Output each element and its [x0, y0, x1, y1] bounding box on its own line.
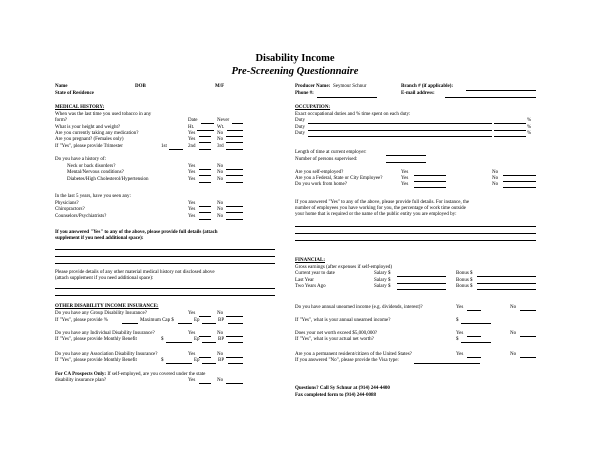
salary-field[interactable] [397, 276, 446, 277]
no-label: No [510, 305, 517, 310]
individual-di-yes-field[interactable] [199, 336, 211, 337]
supervised-label: Number of persons supervised: [295, 157, 358, 162]
self-employed-no-field[interactable] [503, 175, 536, 176]
home-no-field[interactable] [503, 187, 536, 188]
trimester-question: If "Yes", please provide Trimester [55, 144, 123, 149]
ca-prospects-question-cont: disability insurance plan? [55, 378, 107, 383]
occupation-details-note-cont: your home that is required or the name of the public entity you are employed by: [295, 212, 457, 217]
no-label: No [510, 331, 517, 336]
resident-no-field[interactable] [520, 357, 536, 358]
salary-label: Salary $ [374, 284, 391, 289]
work-from-home-question: Do you work from home? [295, 182, 347, 187]
seen-item-counselors: Counselors/Psychiatrists? [55, 214, 107, 219]
duty-label: Duty [295, 125, 305, 130]
fax-contact: Fax completed form to (914) 244-0088 [295, 393, 376, 398]
length-employer-field[interactable] [386, 155, 426, 156]
bonus-label: Bonus $ [456, 284, 473, 289]
assoc-di-question: Do you have any Association Disability Insurance? [55, 352, 158, 357]
bonus-label: Bonus $ [456, 278, 473, 283]
yes-label: Yes [188, 164, 196, 169]
dob-label: DOB [135, 84, 146, 89]
form-title: Disability Income [255, 53, 335, 64]
no-label: No [217, 311, 224, 316]
duty-label: Duty [295, 118, 305, 123]
duties-intro: Exact occupational duties and % time spent on each duty: [295, 112, 411, 117]
ca-prospects-text: If self-employed, are you covered under the state [106, 372, 206, 377]
counselors-yes-field[interactable] [199, 219, 211, 220]
medical-details-note-cont: supplement if you need additional space): [55, 236, 144, 241]
assoc-bp-field[interactable] [228, 363, 243, 364]
state-label: State of Residence [55, 91, 94, 96]
no-label: No [492, 170, 499, 175]
salary-field[interactable] [397, 283, 446, 284]
net-worth-question: Does your net worth exceed $5,000,000? [295, 331, 378, 336]
history-item-neck: Neck or back disorders? [67, 164, 116, 169]
duty-label: Duty [295, 131, 305, 136]
assoc-di-no-field[interactable] [226, 357, 243, 358]
gross-earnings-label: Gross earnings (after expenses if self-employed) [295, 265, 393, 270]
bp-label: BP [218, 358, 225, 363]
producer-label: Producer Name: [295, 84, 331, 89]
pregnant-no-field[interactable] [226, 142, 243, 143]
max-cap-label: Maximum Cap $ [140, 318, 174, 323]
no-label: No [217, 207, 224, 212]
history-intro: Do you have a history of: [55, 157, 106, 162]
occupation-details-line[interactable] [295, 226, 536, 227]
history-item-diabetes: Diabetes/High Cholesterol/Hypertension [67, 177, 149, 182]
no-label: No [510, 352, 517, 357]
ep-label: Ep [194, 337, 200, 342]
no-label: No [217, 177, 224, 182]
seen-item-chiropractors: Chiropractors? [55, 207, 85, 212]
chiropractors-yes-field[interactable] [199, 212, 211, 213]
medication-no-field[interactable] [226, 136, 243, 137]
no-label: No [217, 214, 224, 219]
yes-label: Yes [456, 331, 464, 336]
other-medical-line[interactable] [55, 295, 275, 296]
bonus-field[interactable] [477, 276, 536, 277]
no-label: No [492, 182, 499, 187]
visa-type-field[interactable] [414, 363, 480, 364]
yes-label: Yes [401, 176, 409, 181]
medical-details-line[interactable] [55, 249, 275, 250]
unearned-yes-field[interactable] [467, 310, 481, 311]
group-ep-field[interactable] [202, 323, 216, 324]
trimester-second-field[interactable] [199, 149, 211, 150]
individual-di-no-field[interactable] [226, 336, 243, 337]
no-label: No [217, 164, 224, 169]
earnings-row-label: Current year to date [295, 271, 335, 276]
tobacco-question-cont: form? [55, 118, 67, 123]
phone-field[interactable] [317, 97, 377, 98]
individual-di-question: Do you have any Individual Disability Insurance? [55, 331, 155, 336]
assoc-ep-field[interactable] [202, 363, 216, 364]
diabetes-yes-field[interactable] [199, 182, 211, 183]
occupation-details-line[interactable] [295, 233, 536, 234]
dollar-label: $ [456, 337, 459, 342]
medical-history-heading: MEDICAL HISTORY: [55, 105, 105, 110]
trimester-first-label: 1st [161, 144, 167, 149]
pregnant-question: Are you pregnant? (Females only) [55, 137, 124, 142]
branch-label: Branch # (if applicable): [401, 84, 454, 89]
financial-heading: FINANCIAL: [295, 258, 325, 263]
networth-yes-field[interactable] [467, 336, 481, 337]
yes-label: Yes [188, 131, 196, 136]
self-employed-yes-field[interactable] [414, 175, 446, 176]
group-di-detail: If "Yes", please provide % [55, 318, 108, 323]
form-subtitle: Pre-Screening Questionnaire [231, 66, 359, 77]
group-bp-field[interactable] [228, 323, 243, 324]
medication-yes-field[interactable] [199, 136, 211, 137]
home-yes-field[interactable] [414, 187, 446, 188]
branch-field[interactable] [466, 90, 536, 91]
bonus-field[interactable] [477, 289, 536, 290]
mental-no-field[interactable] [226, 175, 243, 176]
producer-value: Seymour Schnur [333, 84, 367, 89]
yes-label: Yes [188, 177, 196, 182]
occupation-heading: OCCUPATION: [295, 105, 331, 110]
other-di-heading: OTHER DISABILITY INCOME INSURANCE: [55, 304, 159, 309]
tobacco-question: When was the last time you used tobacco in any [55, 112, 152, 117]
questions-contact: Questions? Call Sy Schnur at (914) 244-4400 [295, 386, 390, 391]
assoc-di-yes-field[interactable] [199, 357, 211, 358]
neck-yes-field[interactable] [199, 169, 211, 170]
earnings-row-label: Two Years Ago [295, 284, 326, 289]
ca-no-field[interactable] [226, 383, 243, 384]
no-label: No [217, 352, 224, 357]
yes-label: Yes [188, 331, 196, 336]
bp-label: BP [218, 337, 225, 342]
medication-question: Are you currently taking any medication? [55, 131, 139, 136]
phone-label: Phone #: [295, 91, 314, 96]
ep-label: Ep [194, 358, 200, 363]
occupation-details-note-cont: number of employees you have working for you, the percentage of work time outside [295, 206, 466, 211]
yes-label: Yes [401, 170, 409, 175]
no-label: No [217, 378, 224, 383]
bp-label: BP [218, 318, 225, 323]
date-field[interactable] [201, 123, 214, 124]
trimester-second-label: 2nd [188, 144, 196, 149]
ca-yes-field[interactable] [199, 383, 211, 384]
date-label: Date [188, 118, 198, 123]
yes-label: Yes [188, 352, 196, 357]
trimester-third-label: 3rd [217, 144, 224, 149]
neck-no-field[interactable] [226, 169, 243, 170]
duty-field[interactable] [308, 136, 492, 137]
weight-label: Wt. [217, 125, 225, 130]
yes-label: Yes [188, 311, 196, 316]
percent-label: % [527, 131, 532, 136]
yes-label: Yes [188, 378, 196, 383]
seen-intro: In the last 5 years, have you seen any: [55, 194, 131, 199]
occupation-details-line[interactable] [295, 240, 536, 241]
group-di-no-field[interactable] [226, 316, 243, 317]
salary-label: Salary $ [374, 271, 391, 276]
group-di-question: Do you have any Group Disability Insurance? [55, 311, 147, 316]
visa-question: If you answered "No", please provide the Visa type: [295, 358, 399, 363]
weight-field[interactable] [227, 130, 243, 131]
assoc-di-detail: If "Yes", please provide Monthly Benefit [55, 358, 137, 363]
individual-bp-field[interactable] [228, 342, 243, 343]
other-medical-line[interactable] [55, 288, 275, 289]
yes-label: Yes [188, 170, 196, 175]
yes-label: Yes [401, 182, 409, 187]
federal-no-field[interactable] [503, 181, 536, 182]
no-label: No [217, 137, 224, 142]
assoc-benefit-field[interactable] [166, 363, 192, 364]
seen-item-physicians: Physicians? [55, 201, 79, 206]
mf-label: M/F [215, 84, 225, 89]
email-label: E-mail address: [401, 91, 435, 96]
chiropractors-no-field[interactable] [226, 212, 243, 213]
trimester-first-field[interactable] [169, 149, 183, 150]
length-employer-label: Length of time at current employer: [295, 150, 367, 155]
diabetes-no-field[interactable] [226, 182, 243, 183]
no-label: No [217, 331, 224, 336]
duty-pct-field[interactable] [494, 136, 526, 137]
bonus-label: Bonus $ [456, 271, 473, 276]
individual-di-detail: If "Yes", please provide Monthly Benefit [55, 337, 137, 342]
no-label: No [492, 176, 499, 181]
unearned-no-field[interactable] [520, 310, 536, 311]
unearned-amount-field[interactable] [461, 323, 491, 324]
trimester-third-field[interactable] [226, 149, 243, 150]
duty-field[interactable] [308, 130, 492, 131]
duty-pct-field[interactable] [494, 130, 526, 131]
self-employed-question: Are you self-employed? [295, 170, 344, 175]
earnings-row-label: Last Year [295, 278, 314, 283]
duty-field[interactable] [308, 123, 492, 124]
other-medical-note: Please provide details of any other material medical history not disclosed above [55, 270, 215, 275]
other-medical-note-cont: (attach supplement if you need additional space): [55, 276, 154, 281]
never-label: Never [217, 118, 230, 123]
dollar-label: $ [456, 318, 459, 323]
medical-details-line[interactable] [55, 263, 275, 264]
no-label: No [217, 201, 224, 206]
group-pct-field[interactable] [122, 323, 138, 324]
unearned-income-detail: If "Yes", what is your annual unearned income? [295, 318, 391, 323]
group-di-yes-field[interactable] [199, 316, 211, 317]
percent-label: % [527, 118, 532, 123]
pregnant-yes-field[interactable] [199, 142, 211, 143]
percent-label: % [527, 125, 532, 130]
yes-label: Yes [188, 201, 196, 206]
individual-benefit-field[interactable] [166, 342, 192, 343]
medical-details-line[interactable] [55, 256, 275, 257]
dollar-label: $ [161, 337, 164, 342]
occupation-details-note: If you answered "Yes" to any of the above, please provide full details. For instance, the [295, 200, 470, 205]
salary-field[interactable] [397, 289, 446, 290]
salary-label: Salary $ [374, 278, 391, 283]
email-field[interactable] [445, 97, 536, 98]
name-label: Name [55, 84, 68, 89]
history-item-mental: Mental/Nervous conditions? [67, 170, 124, 175]
height-field[interactable] [197, 130, 214, 131]
height-weight-question: What is your height and weight? [55, 125, 121, 130]
dollar-label: $ [161, 358, 164, 363]
yes-label: Yes [188, 214, 196, 219]
duty-pct-field[interactable] [494, 123, 526, 124]
no-label: No [217, 170, 224, 175]
yes-label: Yes [456, 352, 464, 357]
bonus-field[interactable] [477, 283, 536, 284]
ep-label: Ep [194, 318, 200, 323]
counselors-no-field[interactable] [226, 219, 243, 220]
physicians-no-field[interactable] [226, 206, 243, 207]
yes-label: Yes [456, 305, 464, 310]
networth-amount-field[interactable] [461, 342, 491, 343]
supervised-field[interactable] [386, 162, 426, 163]
federal-employee-question: Are you a Federal, State or City Employee? [295, 176, 383, 181]
resident-yes-field[interactable] [467, 357, 481, 358]
unearned-income-question: Do you have annual unearned income (e.g. dividends, interest)? [295, 305, 423, 310]
federal-yes-field[interactable] [414, 181, 446, 182]
net-worth-detail: If "Yes", what is your actual net worth? [295, 337, 374, 342]
medical-details-note: If you answered "Yes" to any of the above, please provide full details (attach [55, 230, 218, 235]
mental-yes-field[interactable] [199, 175, 211, 176]
yes-label: Yes [188, 137, 196, 142]
never-field[interactable] [232, 123, 243, 124]
individual-ep-field[interactable] [202, 342, 216, 343]
height-label: Ht. [188, 125, 195, 130]
ca-prospects-label: For CA Prospects Only: [55, 372, 107, 377]
no-label: No [217, 131, 224, 136]
physicians-yes-field[interactable] [199, 206, 211, 207]
max-cap-field[interactable] [178, 323, 192, 324]
yes-label: Yes [188, 207, 196, 212]
networth-no-field[interactable] [520, 336, 536, 337]
resident-question: Are you a permanent resident/citizen of the United States? [295, 352, 412, 357]
